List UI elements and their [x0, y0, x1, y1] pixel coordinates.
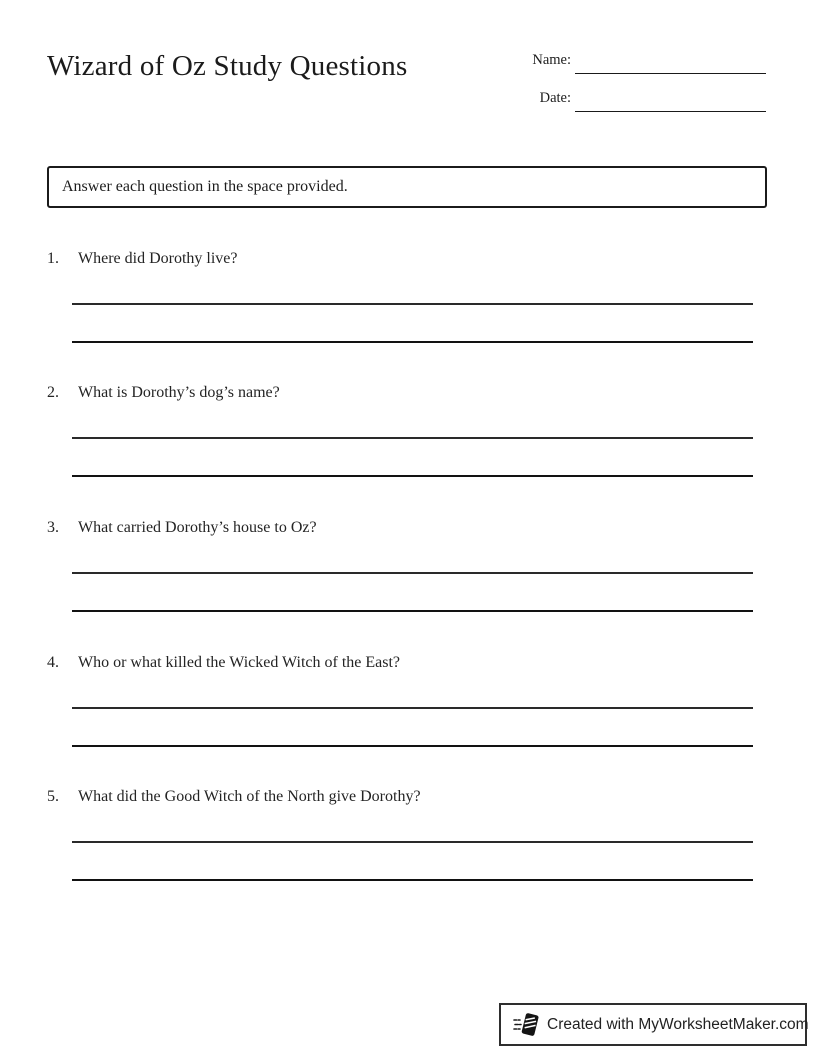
- question-4: [47, 654, 767, 747]
- question-1: [47, 250, 767, 343]
- date-field-row: [527, 88, 767, 126]
- question-3-number: 3.: [47, 519, 59, 536]
- question-4-answer-line-2[interactable]: [72, 745, 753, 747]
- instructions-box: [47, 166, 767, 208]
- question-1-answer-line-1[interactable]: [72, 303, 753, 305]
- question-5-number: 5.: [47, 788, 59, 805]
- date-label: Date:: [539, 90, 571, 106]
- instructions-text: Answer each question in the space provided.: [62, 178, 348, 195]
- question-4-answer-line-1[interactable]: [72, 707, 753, 709]
- question-2-answer-line-1[interactable]: [72, 437, 753, 439]
- name-field-row: [527, 50, 767, 88]
- question-5-answer-line-2[interactable]: [72, 879, 753, 881]
- question-2-row: [47, 384, 767, 404]
- name-label: Name:: [532, 52, 571, 68]
- question-3-text: What carried Dorothy’s house to Oz?: [78, 519, 317, 536]
- question-1-number: 1.: [47, 250, 59, 267]
- question-3-answer-line-2[interactable]: [72, 610, 753, 612]
- date-blank-line[interactable]: [575, 111, 766, 112]
- flying-worksheet-icon: [513, 1011, 539, 1039]
- question-2-number: 2.: [47, 384, 59, 401]
- question-3: [47, 519, 767, 612]
- question-2: [47, 384, 767, 477]
- question-5-answer-line-1[interactable]: [72, 841, 753, 843]
- question-5-text: What did the Good Witch of the North give Dorothy?: [78, 788, 421, 805]
- name-blank-line[interactable]: [575, 73, 766, 74]
- question-4-text: Who or what killed the Wicked Witch of the East?: [78, 654, 401, 671]
- question-3-answer-line-1[interactable]: [72, 572, 753, 574]
- question-1-answer-line-2[interactable]: [72, 341, 753, 343]
- question-5-row: [47, 788, 767, 808]
- question-4-row: [47, 654, 767, 674]
- question-4-number: 4.: [47, 654, 59, 671]
- question-2-text: What is Dorothy’s dog’s name?: [78, 384, 280, 401]
- footer-credit-badge: [499, 1003, 807, 1046]
- question-5: [47, 788, 767, 881]
- footer-credit-text: Created with MyWorksheetMaker.com: [547, 1015, 809, 1033]
- question-3-row: [47, 519, 767, 539]
- header-fields: [527, 50, 767, 126]
- page-title: Wizard of Oz Study Questions: [47, 50, 408, 82]
- question-1-text: Where did Dorothy live?: [78, 250, 238, 267]
- question-2-answer-line-2[interactable]: [72, 475, 753, 477]
- question-1-row: [47, 250, 767, 270]
